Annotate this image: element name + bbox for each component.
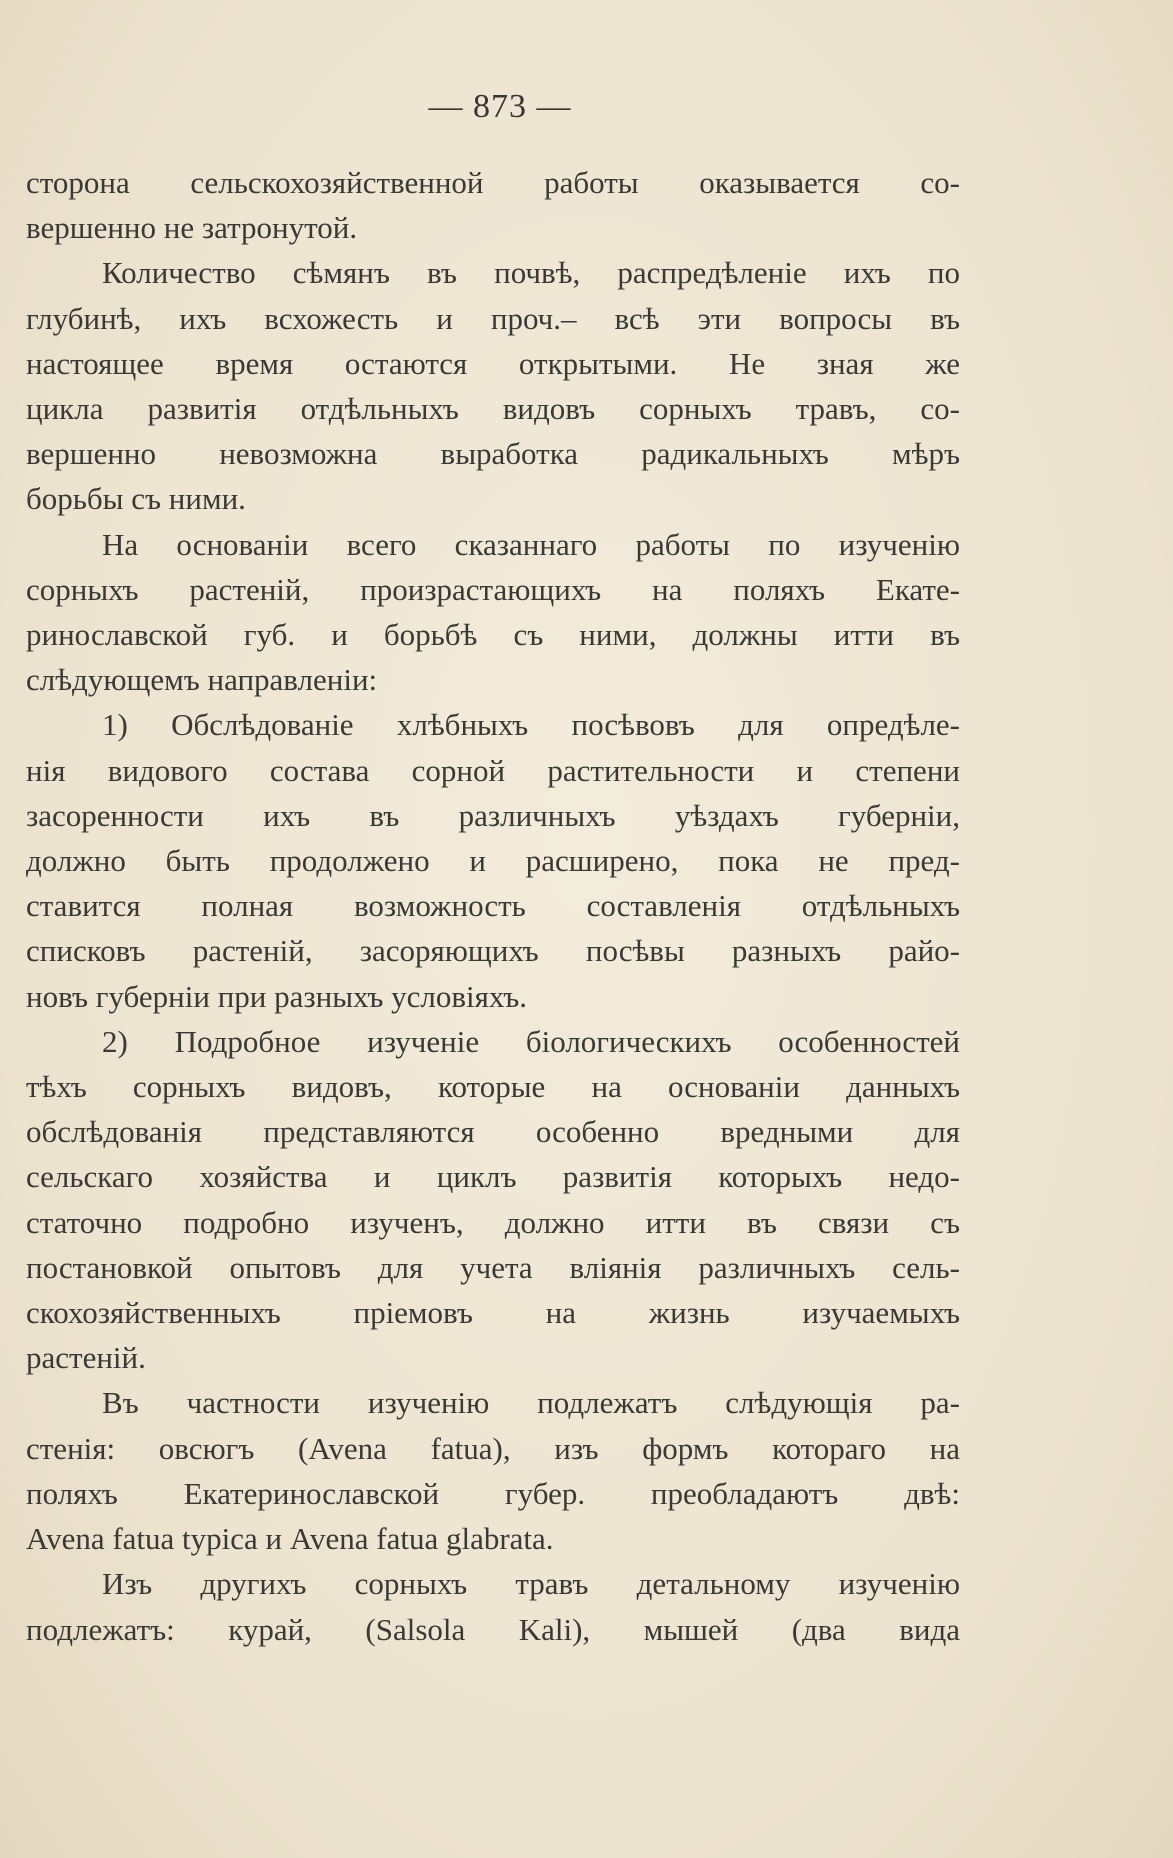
- text-line: Изъ другихъ сорныхъ травъ детальному изученію: [102, 1566, 960, 1602]
- text-line: ставится полная возможность составленія отдѣльныхъ: [26, 888, 960, 924]
- text-line: глубинѣ, ихъ всхожесть и проч.– всѣ эти вопросы въ: [26, 300, 960, 336]
- text-line: стенія: овсюгъ (Avena fatua), изъ формъ котораго на: [26, 1430, 960, 1466]
- paragraph-6: [26, 1380, 960, 1561]
- text-line: 1) Обслѣдованіе хлѣбныхъ посѣвовъ для опредѣле-: [102, 707, 960, 743]
- text-line: нія видового состава сорной растительности и степени: [26, 752, 960, 788]
- text-line: подлежатъ: курай, (Salsola Kali), мышей (два вида: [26, 1611, 960, 1647]
- paragraph-1: [26, 160, 960, 250]
- paragraph-5: [26, 1019, 960, 1381]
- text-line: сторона сельскохозяйственной работы оказывается со-: [26, 165, 960, 200]
- paragraph-3: [26, 522, 960, 703]
- text-line: растеній.: [26, 1340, 146, 1376]
- text-line: обслѣдованія представляются особенно вредными для: [26, 1114, 960, 1150]
- text-line: поляхъ Екатеринославской губер. преобладаютъ двѣ:: [26, 1475, 960, 1511]
- text-line: статочно подробно изученъ, должно итти въ связи съ: [26, 1204, 960, 1240]
- text-line: вершенно не затронутой.: [26, 210, 358, 246]
- text-line: настоящее время остаются открытыми. Не зная же: [26, 345, 960, 381]
- body-text: [26, 160, 960, 1652]
- paragraph-2: [26, 250, 960, 521]
- paragraph-7: [26, 1561, 960, 1651]
- page-number: — 873 —: [428, 88, 572, 125]
- text-line: Количество сѣмянъ въ почвѣ, распредѣленіе ихъ по: [102, 255, 960, 291]
- text-line: На основаніи всего сказаннаго работы по изученію: [102, 526, 960, 562]
- text-line: тѣхъ сорныхъ видовъ, которые на основаніи данныхъ: [26, 1069, 960, 1105]
- text-line: должно быть продолжено и расширено, пока не пред-: [26, 843, 960, 879]
- text-line: скохозяйственныхъ пріемовъ на жизнь изучаемыхъ: [26, 1295, 960, 1331]
- text-line: Въ частности изученію подлежатъ слѣдующія ра-: [102, 1385, 960, 1421]
- text-line: вершенно невозможна выработка радикальныхъ мѣръ: [26, 436, 960, 472]
- text-line: сорныхъ растеній, произрастающихъ на поляхъ Екате-: [26, 571, 960, 607]
- text-line: 2) Подробное изученіе біологическихъ особенностей: [102, 1023, 960, 1059]
- text-line: засоренности ихъ въ различныхъ уѣздахъ губерніи,: [26, 797, 960, 833]
- text-line: Avena fatua typica и Avena fatua glabrata.: [26, 1521, 554, 1557]
- text-line: сельскаго хозяйства и циклъ развитія которыхъ недо-: [26, 1159, 960, 1195]
- text-line: борьбы съ ними.: [26, 481, 246, 517]
- text-line: списковъ растеній, засоряющихъ посѣвы разныхъ райо-: [26, 933, 960, 969]
- text-line: ринославской губ. и борьбѣ съ ними, должны итти въ: [26, 617, 960, 653]
- text-line: постановкой опытовъ для учета вліянія различныхъ сель-: [26, 1249, 960, 1285]
- text-line: новъ губерніи при разныхъ условіяхъ.: [26, 978, 527, 1014]
- paragraph-4: [26, 702, 960, 1018]
- text-line: слѣдующемъ направленіи:: [26, 662, 378, 698]
- text-line: цикла развитія отдѣльныхъ видовъ сорныхъ травъ, со-: [26, 391, 960, 427]
